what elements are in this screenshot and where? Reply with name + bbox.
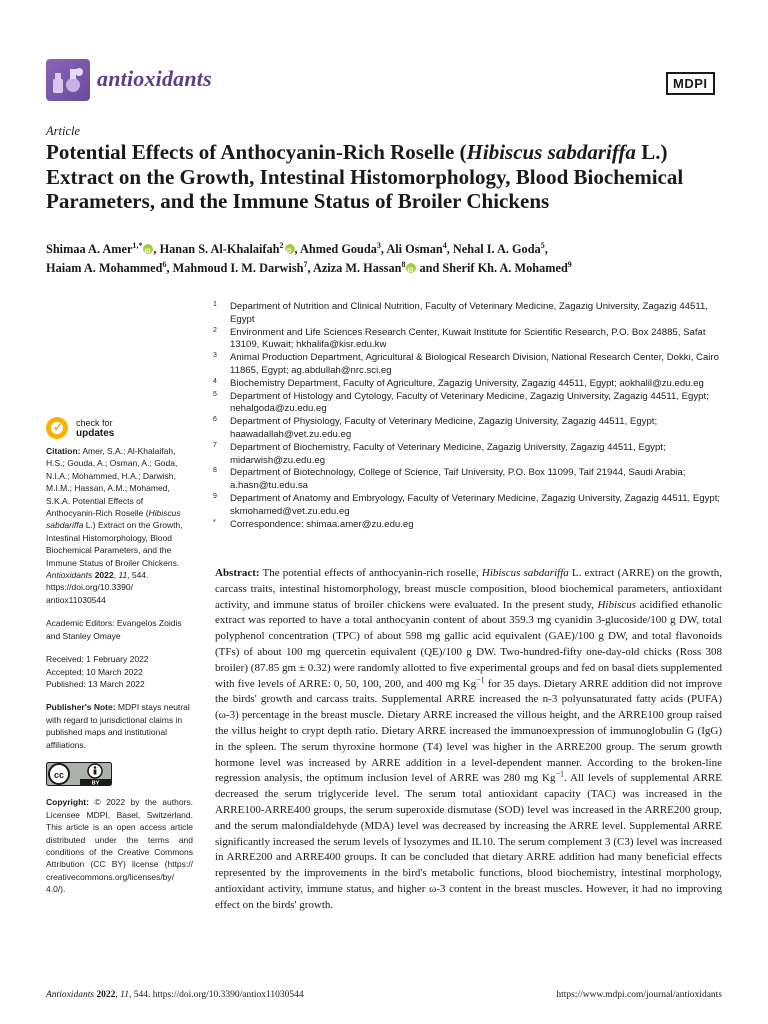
affiliation-number: 9	[213, 492, 217, 500]
article-title	[46, 140, 726, 214]
affiliation-item	[210, 327, 730, 353]
affiliation-text: Department of Nutrition and Clinical Nutrition, Faculty of Veterinary Medicine, Zagazig University, Zagazig 44511, Egypt	[230, 301, 708, 325]
accepted-date: Accepted: 10 March 2022	[46, 666, 143, 677]
title-species: Hibiscus sabdariffa	[466, 140, 636, 164]
author-affiliation-ref: 7	[303, 259, 308, 269]
affiliation-number: 6	[213, 416, 217, 424]
academic-editors	[46, 617, 193, 642]
copyright-label: Copyright:	[46, 797, 89, 808]
affiliation-item	[210, 352, 730, 378]
author-name[interactable]: Hanan S. Al-Khalaifah	[159, 242, 280, 256]
footer-journal-url[interactable]: https://www.mdpi.com/journal/antioxidants	[556, 990, 722, 1000]
affiliation-text: Department of Biotechnology, College of Science, Taif University, P.O. Box 11099, Taif 21944, Saudi Arabia; a.hasn@tu.edu.sa	[230, 467, 686, 492]
article-type: Article	[46, 124, 81, 138]
copyright-text: © 2022 by the authors. Licensee MDPI, Basel, Switzerland. This article is an open access article distributed under the terms and conditions of the Creative Commons Attribution (CC BY) license (https:// creativecommons.org/licenses/by/ 4.0/).	[46, 797, 193, 895]
author-name[interactable]: Sherif Kh. A. Mohamed	[442, 261, 568, 275]
editors-label: Academic Editors:	[46, 618, 115, 629]
author-name[interactable]: Haiam A. Mohammed	[46, 261, 163, 275]
cc-by-license-badge[interactable]	[46, 762, 193, 789]
affiliation-text: Department of Biochemistry, Faculty of Veterinary Medicine, Zagazig University, Zagazig 44511, Egypt; midarwish@zu.edu.eg	[230, 441, 666, 466]
abstract-superscript: −1	[555, 769, 564, 779]
citation-text: L.) Extract on the Growth, Intestinal Histomorphology, Blood Biochemical Parameters, and the Immune Status of Broiler Chickens.	[46, 520, 183, 568]
check-updates-line1: check for	[76, 418, 113, 428]
publisher-name: MDPI	[666, 72, 715, 95]
affiliation-number: *	[213, 518, 216, 526]
check-updates-line2: updates	[76, 428, 115, 439]
affiliation-item	[210, 416, 730, 442]
affiliation-item	[210, 442, 730, 468]
publisher-note-text: MDPI stays neutral with regard to jurisdictional claims in published maps and institutional affiliations.	[46, 702, 190, 750]
citation-species: Hibiscus sabdariffa	[46, 508, 181, 531]
author-affiliation-ref: 1,*	[132, 240, 143, 250]
author-list: Shimaa A. Amer$^{1,*}$iD , Hanan S. Al-Khalaifah$^2$iD , Ahmed Gouda$^3$, Ali Osman$^4$, Nehal I. A. Goda$^5$, Haiam A. Mohammed$^6$, Mahmoud I. M. Darwish$^7$, Aziza M. Hassan$^8$iD and Sherif Kh. A. Mohamed$^9$	[46, 240, 736, 278]
citation: Citation: Amer, S.A.; Al-Khalaifah, H.S.; Gouda, A.; Osman, A.; Goda, N.I.A.; Mohammed, H.A.; Darwish, M.I.M.; Hassan, A.M.; Mohamed, S.K.A. Potential Effects of Anthocyanin-Rich Roselle (Hibiscus sabdariffa L.) Extract on the Growth, Intestinal Histomorphology, Blood Biochemical Parameters, and the Immune Status of Broiler Chickens. Antioxidants 2022, 11, 544. https://doi.org/10.3390/ antiox11030544	[46, 446, 183, 605]
affiliation-list	[210, 301, 730, 531]
authors-and: and	[416, 261, 443, 275]
affiliation-item	[210, 378, 730, 391]
affiliation-item	[210, 391, 730, 417]
citation-doi-link[interactable]: , 544. https://doi.org/10.3390/ antiox11030544	[46, 570, 149, 605]
citation-year: 2022	[94, 570, 114, 581]
cc-by-text: BY	[91, 780, 100, 786]
author-affiliation-ref: 2	[279, 240, 284, 250]
affiliation-number: 7	[213, 441, 217, 449]
check-updates-button[interactable]	[46, 417, 114, 439]
affiliation-text: Environment and Life Sciences Research Center, Kuwait Institute for Scientific Research, P.O. Box 24885, Safat 13109, Kuwait; hkhalifa@kisr.edu.kw	[230, 326, 706, 351]
affiliation-text: Department of Histology and Cytology, Faculty of Veterinary Medicine, Zagazig University, Zagazig 44511, Egypt; nehalgoda@zu.edu.eg	[230, 390, 709, 415]
published-date: Published: 13 March 2022	[46, 678, 145, 689]
copyright	[46, 796, 193, 895]
abstract-species: Hibiscus sabdariffa	[481, 567, 569, 579]
author-name[interactable]: Ahmed Gouda	[300, 242, 377, 256]
abstract-text: acidified ethanolic extract was reported to have a total anthocyanin content of about 359.3 mg cyanidin 3-glucoside/100 g DW, total polyphenol concentration (TPC) of about 598 mg gallic acid equivalent (GAE)/100 g DW, and total flavonoids (TFs) of about 100 mg quercetin equivalent (QE)/100 g DW. Two-hundred-fifty one-day-old chicks (Ross 308 broiler) (87.85 gm ± 0.32) were randomly allotted to five experimental groups and fed on basal diets supplemented with five levels of ARRE: 0, 50, 100, 200, and 400 mg Kg	[215, 598, 723, 690]
citation-journal: Antioxidants	[46, 570, 93, 581]
footer-year: 2022	[96, 990, 116, 1000]
publisher-note	[46, 701, 193, 751]
author-affiliation-ref: 8	[401, 259, 406, 269]
publisher-note-label: Publisher's Note:	[46, 702, 116, 713]
affiliation-number: 8	[213, 467, 217, 475]
journal-name[interactable]: antioxidants	[97, 66, 212, 91]
author-affiliation-ref: 6	[162, 259, 167, 269]
author-affiliation-ref: 3	[376, 240, 381, 250]
footer-volume: 11	[120, 990, 129, 1000]
citation-text: Amer, S.A.; Al-Khalaifah, H.S.; Gouda, A.; Osman, A.; Goda, N.I.A.; Mohammed, H.A.; Darwish, M.I.M.; Hassan, A.M.; Mohamed, S.K.A. Potential Effects of Anthocyanin-Rich Roselle (	[46, 446, 178, 519]
abstract-text: The potential effects of anthocyanin-rich roselle,	[259, 567, 482, 579]
author-affiliation-ref: 4	[442, 240, 447, 250]
author-name[interactable]: Mahmoud I. M. Darwish	[172, 261, 304, 275]
footer-doi-link[interactable]: , 544. https://doi.org/10.3390/antiox11030544	[128, 990, 304, 1000]
citation-label: Citation:	[46, 446, 81, 456]
title-part: L.) Extract on the Growth, Intestinal Histomorphology, Blood Biochemical Parameters, and the Immune Status of Broiler Chickens	[46, 140, 684, 213]
affiliation-number: 4	[213, 377, 217, 385]
affiliation-item	[210, 467, 730, 493]
title-part: Potential Effects of Anthocyanin-Rich Roselle (	[46, 140, 467, 164]
author-affiliation-ref: 5	[540, 240, 545, 250]
received-date: Received: 1 February 2022	[46, 654, 149, 665]
abstract-text: for 35 days. Dietary ARRE addition did not improve the birds' growth and carcass traits. Supplemental ARRE increased the n-3 polyunsaturated fatty acids (PUFA) (ω-3) percentage in the breast muscle. Dietary ARRE increased the villous height, and the ARRE100 group raised the villus height to crypt depth ratio. Dietary ARRE increased the immunoexpression of immunoglobulin G (IgG) in the spleen. The serum thyroxine hormone (T4) level was higher in the ARRE200 group. The serum growth hormone level was increased by ARRE addition in a level-dependent manner. According to the broken-line regression analysis, the optimum inclusion level of ARRE was 280 mg Kg	[215, 677, 722, 785]
journal-logo	[46, 59, 90, 101]
affiliation-item	[210, 493, 730, 519]
orcid-icon[interactable]	[285, 244, 295, 254]
citation-volume: 11	[118, 570, 128, 581]
orcid-icon[interactable]	[143, 244, 153, 254]
orcid-icon[interactable]	[406, 263, 416, 273]
affiliation-item	[210, 519, 730, 532]
affiliation-text: Animal Production Department, Agricultural & Biological Research Division, National Research Center, Dokki, Cairo 11865, Egypt; ag.abdullah@nrc.sci.eg	[230, 352, 719, 376]
flask-icon	[46, 59, 90, 101]
author-name[interactable]: Aziza M. Hassan	[312, 261, 402, 275]
affiliation-number: 5	[213, 390, 217, 398]
affiliation-text: Department of Physiology, Faculty of Veterinary Medicine, Zagazig University, Zagazig 44511, Egypt; haawadallah@vet.zu.edu.eg	[230, 416, 658, 440]
abstract-text: L. extract (ARRE) on the growth, carcass traits, intestinal histomorphology, breast muscle composition, blood biochemical parameters, antioxidant activity, and immune status of broiler chickens were evaluated. In the present study,	[215, 567, 723, 611]
publisher-logo[interactable]	[666, 72, 715, 95]
affiliation-text: Biochemistry Department, Faculty of Agriculture, Zagazig University, Zagazig 44511, Egypt; aokhalil@zu.edu.eg	[230, 377, 704, 389]
affiliation-number: 2	[213, 326, 217, 334]
svg-text:cc: cc	[53, 769, 65, 780]
footer-citation: Antioxidants 2022, 11, 544. https://doi.org/10.3390/antiox11030544	[46, 990, 304, 1000]
abstract-text: . All levels of supplemental ARRE decreased the serum triglyceride level. The serum total antioxidant capacity (TAC) was increased in the ARRE100-ARRE400 groups, the serum superoxide dismutase (SOD) level was increased in the ARRE200 group, and the serum malondialdehyde (MDA) level was decreased by increasing the ARRE level. Supplemental ARRE significantly increased the serum levels of lysozymes and IL10. The serum complement 3 (C3) level was increased in ARRE200 and ARRE400 groups. It can be concluded that dietary ARRE addition had many beneficial effects represented by the improvements in the bird's metabolic functions, blood biochemistry, intestinal morphology, antioxidant activity, immune status, and higher ω-3 content in the breast muscles. However, it had no improving effect on the birds' growth.	[215, 772, 722, 911]
affiliation-text: Department of Anatomy and Embryology, Faculty of Veterinary Medicine, Zagazig University, Zagazig 44511, Egypt; skmohamed@vet.zu.edu.eg	[230, 492, 721, 517]
check-updates-icon	[46, 417, 68, 439]
dates	[46, 653, 193, 690]
sidebar	[46, 445, 193, 907]
abstract-label: Abstract:	[215, 567, 260, 579]
footer-journal: Antioxidants	[46, 990, 95, 1000]
abstract	[215, 566, 722, 914]
affiliation-number: 3	[213, 352, 217, 360]
abstract-superscript: −1	[476, 674, 485, 684]
author-name[interactable]: Nehal I. A. Goda	[452, 242, 541, 256]
affiliation-text: Correspondence: shimaa.amer@zu.edu.eg	[230, 518, 414, 530]
editors-names: Evangelos Zoidis and Stanley Omaye	[46, 618, 182, 641]
affiliation-item	[210, 301, 730, 327]
author-name[interactable]: Ali Osman	[386, 242, 443, 256]
affiliation-number: 1	[213, 301, 217, 308]
author-name[interactable]: Shimaa A. Amer	[46, 242, 133, 256]
abstract-genus: Hibiscus	[597, 598, 636, 611]
author-affiliation-ref: 9	[567, 259, 572, 269]
